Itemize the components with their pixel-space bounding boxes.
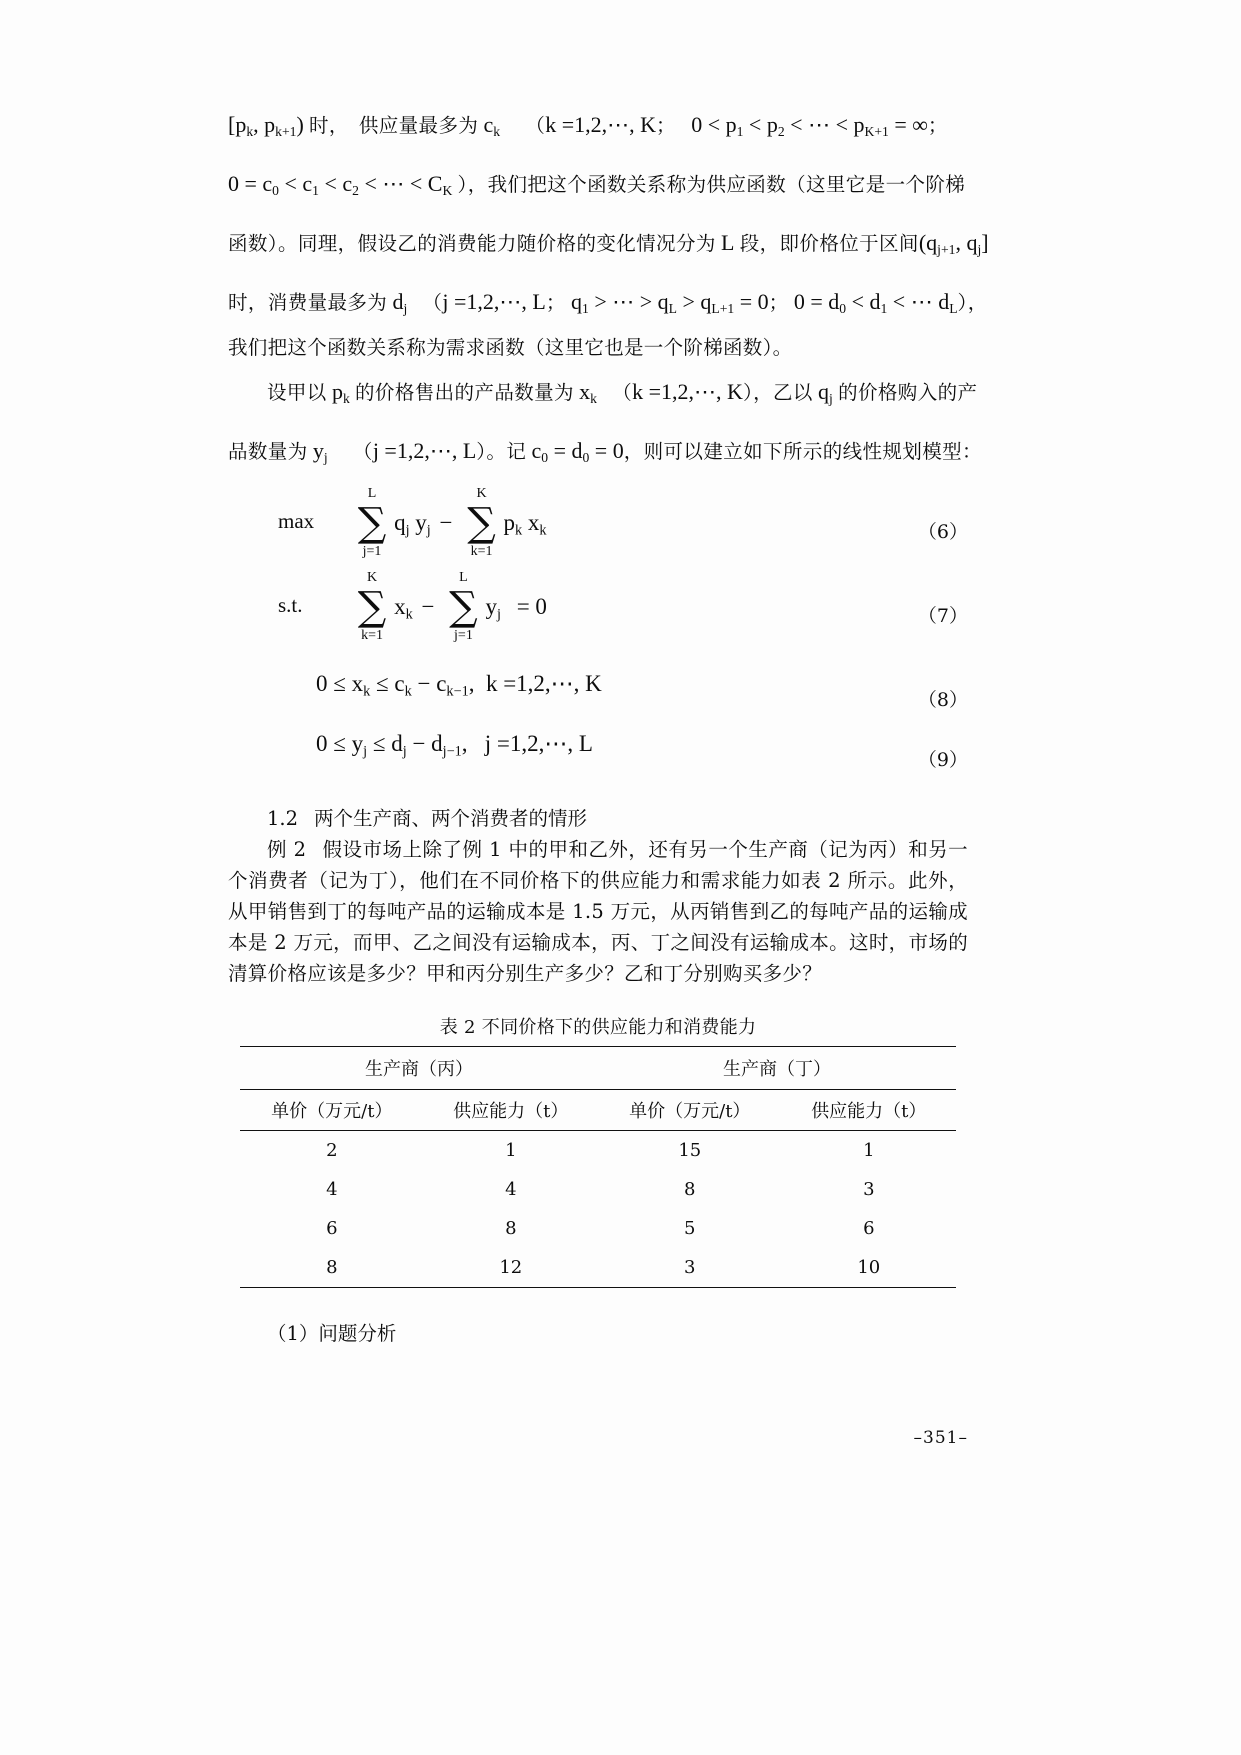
math-prose-line-4: 时，消费量最多为 $d_j$ （j =1,2,⋯, L； $q_1$ > ⋯ > $q_L > q_{L+1} = 0$； $0 = d_0 < d_1$ < ⋯ $d_L$）， [228, 289, 988, 317]
cell-capacity-bing: 12 [424, 1248, 598, 1288]
summation-symbol [357, 486, 387, 559]
sigma-glyph: ∑ [357, 584, 387, 630]
column-header-capacity-bing: 供应能力（t） [424, 1090, 598, 1131]
table-2-container [228, 1013, 968, 1288]
cell-price-ding: 3 [598, 1248, 782, 1288]
sum-lower-limit: j=1 [454, 628, 473, 643]
table-caption: 表 2 不同价格下的供应能力和消费能力 [439, 1017, 757, 1038]
equation-8-expression: $0 \le x_k \le c_k - c_{k-1}$, k =1,2,⋯, K [316, 671, 602, 700]
equation-7-body [278, 570, 547, 643]
equation-9-body [316, 731, 593, 760]
sum-lower-limit: j=1 [362, 544, 382, 559]
equation-9-row [228, 731, 968, 791]
equation-6-term-1: $q_j$ $y_j$ [394, 510, 431, 539]
cell-price-bing: 4 [326, 1179, 338, 1200]
table-row [240, 1131, 956, 1171]
math-prose-line-6: 品数量为 $y_j$ （j =1,2,⋯, L）。记 $c_0 = d_0 = 0$，则可以建立如下所示的线性规划模型： [228, 438, 982, 466]
equation-7-row [228, 570, 968, 671]
math-prose-line-5: 设甲以 $p_k$ 的价格售出的产品数量为 $x_k$ （k =1,2,⋯, K），乙以 $q_j$ 的价格购入的产 [267, 379, 978, 407]
table-column-header-row [240, 1090, 956, 1131]
column-header-capacity-ding: 供应能力（t） [782, 1090, 956, 1131]
supply-capacity-table [240, 1046, 956, 1288]
sum-lower-limit: k=1 [361, 628, 383, 643]
equation-6-number: （6） [917, 521, 968, 543]
table-row [240, 1248, 956, 1288]
cell-capacity-bing: 8 [505, 1218, 517, 1239]
cell-capacity-ding: 6 [863, 1218, 875, 1239]
sum-lower-limit: k=1 [470, 544, 493, 559]
summation-symbol [467, 486, 496, 559]
section-title: 两个生产商、两个消费者的情形 [314, 807, 588, 830]
table-row [240, 1170, 956, 1209]
column-header-price-ding: 单价（万元/t） [598, 1090, 782, 1131]
equation-7-number: （7） [917, 605, 968, 627]
sigma-glyph: ∑ [467, 500, 496, 546]
section-heading [228, 803, 968, 834]
example-tag: 例 2 [267, 838, 307, 861]
group-header-producer-bing: 生产商（丙） [240, 1047, 598, 1090]
equation-8-number: （8） [917, 689, 968, 711]
cell-price-bing: 8 [240, 1248, 424, 1288]
equation-6-row [228, 486, 968, 587]
equation-7-tail: = 0 [516, 594, 547, 619]
cell-price-ding: 15 [678, 1140, 702, 1161]
sigma-glyph: ∑ [449, 584, 478, 630]
table-row [240, 1209, 956, 1248]
column-header-price-bing: 单价（万元/t） [240, 1090, 424, 1131]
cell-capacity-bing: 1 [505, 1140, 517, 1161]
paragraph-demand-function: 我们把这个函数关系称为需求函数（这里它也是一个阶梯函数）。 [228, 336, 793, 359]
cell-price-bing: 2 [326, 1140, 338, 1161]
equation-9-number: （9） [917, 749, 968, 771]
equation-8-body [316, 671, 602, 700]
equation-6-operator: − [439, 510, 453, 535]
summation-symbol [449, 570, 478, 643]
equation-7-term-2: $y_j$ [485, 594, 501, 623]
equation-7-label: s.t. [278, 593, 303, 618]
page-number: –351– [913, 1428, 968, 1448]
sum-upper-limit: K [476, 486, 487, 501]
cell-price-ding: 8 [684, 1179, 696, 1200]
math-prose-line-1: [$p_k$, $p_{k+1}$) 时， 供应量最多为 $c_k$ （k =1,2,⋯, K； $0 < p_1 < p_2$ < ⋯ < $p_{K+1}$ = ∞； [228, 112, 948, 140]
page-content [228, 96, 989, 1448]
equation-6-body [278, 486, 547, 559]
cell-capacity-ding: 3 [863, 1179, 875, 1200]
table-group-header-row [240, 1047, 956, 1090]
closing-subheading: （1）问题分析 [267, 1322, 397, 1345]
sigma-glyph: ∑ [357, 500, 387, 546]
math-prose-line-2: $0 = c_0 < c_1 < c_2$ < ⋯ < $C_K$ ），我们把这个函数关系称为供应函数（这里它是一个阶梯 [228, 171, 966, 199]
sum-upper-limit: K [366, 570, 378, 585]
cell-capacity-ding: 10 [782, 1248, 956, 1288]
cell-price-bing: 6 [326, 1218, 338, 1239]
example-paragraph [228, 834, 968, 989]
equation-7-operator: − [421, 594, 435, 619]
sum-upper-limit: L [367, 486, 377, 501]
summation-symbol [357, 570, 387, 643]
equation-9-expression: $0 \le y_j \le d_j - d_{j-1}$, j =1,2,⋯, L [316, 731, 593, 760]
section-number: 1.2 [267, 807, 299, 830]
example-text: 假设市场上除了例 1 中的甲和乙外，还有另一个生产商（记为丙）和另一个消费者（记为丁），他们在不同价格下的供应能力和需求能力如表 2 所示。此外，从甲销售到丁的每吨产品的运输成本是 1.5 万元，从丙销售到乙的每吨产品的运输成本是 2 万元，而甲、乙之间没有运输成本，丙、丁之间没有运输成本。这时，市场的清算价格应该是多少？甲和丙分别生产多少？乙和丁分别购买多少？ [228, 838, 968, 985]
sum-upper-limit: L [459, 570, 468, 585]
cell-capacity-bing: 4 [505, 1179, 517, 1200]
equation-8-row [228, 671, 968, 731]
math-prose-line-3: 函数）。同理，假设乙的消费能力随价格的变化情况分为 L 段，即价格位于区间($q_{j+1}$, $q_j$] [228, 230, 989, 258]
equation-6-label: max [278, 509, 315, 534]
cell-capacity-ding: 1 [863, 1140, 875, 1161]
cell-price-ding: 5 [684, 1218, 696, 1239]
equation-7-term-1: $x_k$ [394, 594, 413, 623]
equation-6-term-2: $p_k$ $x_k$ [503, 510, 547, 539]
group-header-producer-ding: 生产商（丁） [598, 1047, 956, 1090]
